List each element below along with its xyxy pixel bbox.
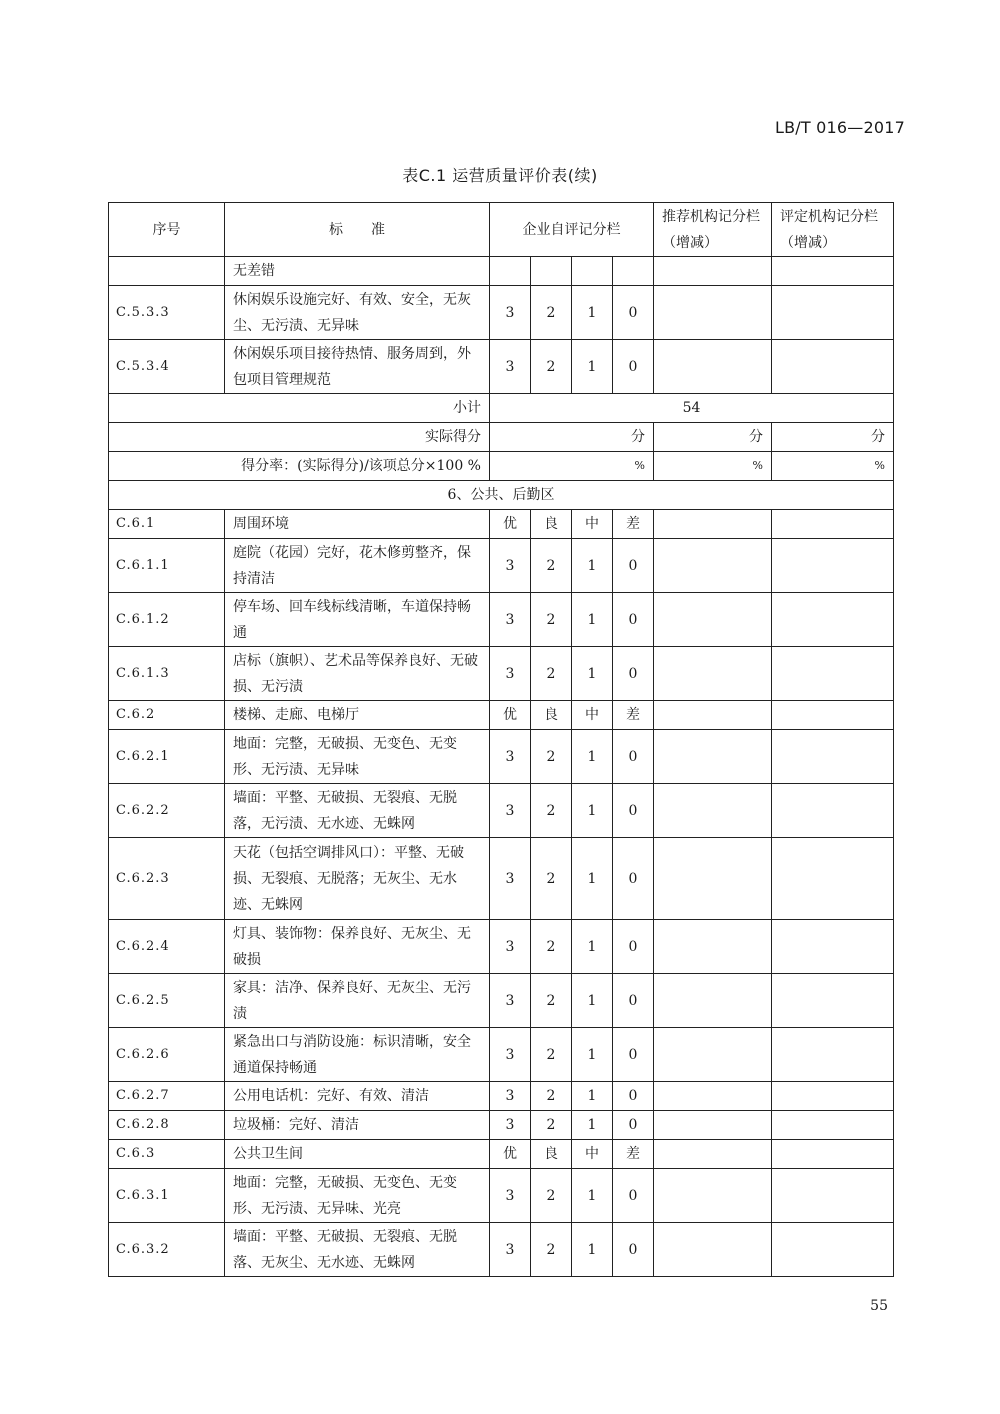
header-recommend-score: 推荐机构记分栏（增减）	[654, 203, 772, 257]
item-standard: 公共卫生间	[225, 1140, 490, 1169]
self-score-2: 1	[572, 920, 613, 974]
self-score-2: 中	[572, 1140, 613, 1169]
table-row	[109, 1169, 894, 1223]
table-row	[109, 974, 894, 1028]
self-score-2: 1	[572, 647, 613, 701]
table-row	[109, 1140, 894, 1169]
self-score-3: 差	[613, 701, 654, 730]
item-standard: 地面：完整，无破损、无变色、无变形、无污渍、无异味	[225, 730, 490, 784]
self-score-3: 0	[613, 1028, 654, 1082]
item-code: C.5.3.4	[109, 340, 225, 394]
table-row	[109, 1111, 894, 1140]
self-score-3: 0	[613, 1082, 654, 1111]
self-score-0: 3	[490, 1169, 531, 1223]
self-score-0: 3	[490, 920, 531, 974]
table-row	[109, 1223, 894, 1277]
table-row	[109, 539, 894, 593]
self-score-1: 2	[531, 286, 572, 340]
header-standard: 标 准	[225, 203, 490, 257]
self-score-1: 2	[531, 539, 572, 593]
table-row	[109, 920, 894, 974]
assess-score-cell	[772, 647, 894, 701]
table-row	[109, 340, 894, 394]
assess-score-cell	[772, 286, 894, 340]
self-score-0: 3	[490, 593, 531, 647]
item-code: C.6.2.2	[109, 784, 225, 838]
assess-score-cell	[772, 1169, 894, 1223]
item-standard: 无差错	[225, 257, 490, 286]
item-code: C.6.2.6	[109, 1028, 225, 1082]
self-score-2: 1	[572, 974, 613, 1028]
header-row	[109, 203, 894, 257]
item-standard: 墙面：平整、无破损、无裂痕、无脱落、无灰尘、无水迹、无蛛网	[225, 1223, 490, 1277]
section-title: 6、公共、后勤区	[109, 481, 894, 510]
self-score-1: 2	[531, 920, 572, 974]
self-score-0: 3	[490, 340, 531, 394]
recommend-score-cell	[654, 1140, 772, 1169]
self-score-2: 1	[572, 1111, 613, 1140]
item-code: C.6.2.1	[109, 730, 225, 784]
assess-score-cell	[772, 1140, 894, 1169]
assess-score-cell	[772, 701, 894, 730]
self-score-0: 优	[490, 701, 531, 730]
self-score-0: 3	[490, 1028, 531, 1082]
subtotal-row	[109, 394, 894, 423]
self-score-0: 3	[490, 1082, 531, 1111]
item-standard: 家具：洁净、保养良好、无灰尘、无污渍	[225, 974, 490, 1028]
recommend-score-cell	[654, 730, 772, 784]
self-score-0: 3	[490, 1111, 531, 1140]
recommend-score-cell	[654, 1082, 772, 1111]
item-standard: 紧急出口与消防设施：标识清晰，安全通道保持畅通	[225, 1028, 490, 1082]
recommend-score-cell	[654, 784, 772, 838]
assess-score-cell	[772, 730, 894, 784]
header-index: 序号	[109, 203, 225, 257]
self-score-1: 良	[531, 701, 572, 730]
assess-score-cell	[772, 257, 894, 286]
self-score-0: 3	[490, 286, 531, 340]
recommend-score-cell	[654, 510, 772, 539]
self-score-2: 1	[572, 593, 613, 647]
table-row	[109, 1028, 894, 1082]
recommend-score-cell	[654, 593, 772, 647]
subtotal-value: 54	[490, 394, 894, 423]
assess-score-cell	[772, 1223, 894, 1277]
recommend-score-cell	[654, 340, 772, 394]
self-score-3: 0	[613, 1111, 654, 1140]
recommend-score-cell	[654, 920, 772, 974]
item-code: C.6.3.2	[109, 1223, 225, 1277]
self-score-0: 优	[490, 1140, 531, 1169]
assess-score-cell	[772, 593, 894, 647]
self-score-1: 2	[531, 647, 572, 701]
self-score-2: 1	[572, 730, 613, 784]
item-code: C.6.3.1	[109, 1169, 225, 1223]
assess-score-cell	[772, 838, 894, 920]
self-score-1: 2	[531, 784, 572, 838]
item-standard: 天花（包括空调排风口）：平整、无破损、无裂痕、无脱落；无灰尘、无水迹、无蛛网	[225, 838, 490, 920]
self-score-3	[613, 257, 654, 286]
item-code: C.5.3.3	[109, 286, 225, 340]
self-score-1: 良	[531, 1140, 572, 1169]
self-score-1: 2	[531, 1223, 572, 1277]
recommend-score-cell	[654, 701, 772, 730]
score-rate-row	[109, 452, 894, 481]
self-score-3: 0	[613, 1169, 654, 1223]
score-rate-recommend: %	[654, 452, 772, 481]
self-score-3: 0	[613, 539, 654, 593]
self-score-0: 3	[490, 784, 531, 838]
recommend-score-cell	[654, 1169, 772, 1223]
self-score-2: 1	[572, 1028, 613, 1082]
item-code: C.6.1.3	[109, 647, 225, 701]
item-standard: 地面：完整，无破损、无变色、无变形、无污渍、无异味、光亮	[225, 1169, 490, 1223]
self-score-0: 3	[490, 647, 531, 701]
item-code: C.6.2.8	[109, 1111, 225, 1140]
self-score-2: 中	[572, 701, 613, 730]
recommend-score-cell	[654, 647, 772, 701]
recommend-score-cell	[654, 539, 772, 593]
self-score-2: 1	[572, 784, 613, 838]
score-rate-assess: %	[772, 452, 894, 481]
subtotal-label: 小计	[109, 394, 490, 423]
self-score-3: 0	[613, 286, 654, 340]
actual-score-recommend: 分	[654, 423, 772, 452]
item-standard: 墙面：平整、无破损、无裂痕、无脱落，无污渍、无水迹、无蛛网	[225, 784, 490, 838]
self-score-3: 0	[613, 1223, 654, 1277]
item-standard: 灯具、装饰物：保养良好、无灰尘、无破损	[225, 920, 490, 974]
table-row	[109, 286, 894, 340]
self-score-3: 0	[613, 647, 654, 701]
assess-score-cell	[772, 539, 894, 593]
self-score-1	[531, 257, 572, 286]
item-code: C.6.2.3	[109, 838, 225, 920]
assess-score-cell	[772, 784, 894, 838]
table-title: 表C.1 运营质量评价表(续)	[402, 166, 598, 185]
actual-score-self: 分	[490, 423, 654, 452]
self-score-1: 2	[531, 1111, 572, 1140]
self-score-3: 0	[613, 784, 654, 838]
table-row	[109, 593, 894, 647]
table-row	[109, 730, 894, 784]
self-score-0: 3	[490, 730, 531, 784]
recommend-score-cell	[654, 257, 772, 286]
assess-score-cell	[772, 510, 894, 539]
item-code: C.6.1	[109, 510, 225, 539]
self-score-2: 1	[572, 838, 613, 920]
self-score-2: 1	[572, 286, 613, 340]
self-score-1: 2	[531, 1028, 572, 1082]
header-self-score: 企业自评记分栏	[490, 203, 654, 257]
self-score-3: 差	[613, 1140, 654, 1169]
recommend-score-cell	[654, 974, 772, 1028]
self-score-3: 0	[613, 838, 654, 920]
item-standard: 庭院（花园）完好，花木修剪整齐，保持清洁	[225, 539, 490, 593]
item-code: C.6.1.2	[109, 593, 225, 647]
header-assess-score: 评定机构记分栏（增减）	[772, 203, 894, 257]
item-standard: 休闲娱乐项目接待热情、服务周到，外包项目管理规范	[225, 340, 490, 394]
item-standard: 楼梯、走廊、电梯厅	[225, 701, 490, 730]
self-score-3: 0	[613, 340, 654, 394]
table-row	[109, 838, 894, 920]
item-standard: 停车场、回车线标线清晰，车道保持畅通	[225, 593, 490, 647]
self-score-1: 2	[531, 593, 572, 647]
evaluation-table	[108, 202, 894, 1277]
self-score-1: 2	[531, 1082, 572, 1111]
document-code: LB/T 016—2017	[775, 118, 905, 137]
self-score-2: 1	[572, 539, 613, 593]
table-row	[109, 701, 894, 730]
self-score-2	[572, 257, 613, 286]
table-row	[109, 1082, 894, 1111]
item-code: C.6.2.7	[109, 1082, 225, 1111]
self-score-1: 2	[531, 974, 572, 1028]
recommend-score-cell	[654, 838, 772, 920]
self-score-3: 0	[613, 920, 654, 974]
self-score-2: 1	[572, 1169, 613, 1223]
actual-score-assess: 分	[772, 423, 894, 452]
self-score-3: 0	[613, 730, 654, 784]
score-rate-self: %	[490, 452, 654, 481]
page-number: 55	[870, 1298, 888, 1314]
assess-score-cell	[772, 920, 894, 974]
assess-score-cell	[772, 1111, 894, 1140]
self-score-0: 3	[490, 974, 531, 1028]
assess-score-cell	[772, 974, 894, 1028]
recommend-score-cell	[654, 1111, 772, 1140]
actual-score-row	[109, 423, 894, 452]
self-score-0: 3	[490, 838, 531, 920]
item-standard: 店标（旗帜）、艺术品等保养良好、无破损、无污渍	[225, 647, 490, 701]
table-row	[109, 784, 894, 838]
self-score-0: 优	[490, 510, 531, 539]
self-score-3: 0	[613, 974, 654, 1028]
self-score-3: 差	[613, 510, 654, 539]
item-standard: 垃圾桶：完好、清洁	[225, 1111, 490, 1140]
self-score-2: 中	[572, 510, 613, 539]
item-code: C.6.2	[109, 701, 225, 730]
item-code: C.6.2.4	[109, 920, 225, 974]
self-score-0	[490, 257, 531, 286]
self-score-0: 3	[490, 1223, 531, 1277]
self-score-1: 2	[531, 838, 572, 920]
item-code	[109, 257, 225, 286]
assess-score-cell	[772, 340, 894, 394]
self-score-2: 1	[572, 1082, 613, 1111]
item-standard: 休闲娱乐设施完好、有效、安全，无灰尘、无污渍、无异味	[225, 286, 490, 340]
section-row	[109, 481, 894, 510]
self-score-1: 良	[531, 510, 572, 539]
item-code: C.6.2.5	[109, 974, 225, 1028]
self-score-2: 1	[572, 1223, 613, 1277]
actual-score-label: 实际得分	[109, 423, 490, 452]
recommend-score-cell	[654, 286, 772, 340]
item-standard: 周围环境	[225, 510, 490, 539]
item-code: C.6.1.1	[109, 539, 225, 593]
assess-score-cell	[772, 1082, 894, 1111]
self-score-1: 2	[531, 730, 572, 784]
item-standard: 公用电话机：完好、有效、清洁	[225, 1082, 490, 1111]
score-rate-label: 得分率：(实际得分)/该项总分×100 %	[109, 452, 490, 481]
self-score-2: 1	[572, 340, 613, 394]
self-score-1: 2	[531, 1169, 572, 1223]
table-row	[109, 510, 894, 539]
self-score-0: 3	[490, 539, 531, 593]
assess-score-cell	[772, 1028, 894, 1082]
table-row	[109, 257, 894, 286]
item-code: C.6.3	[109, 1140, 225, 1169]
recommend-score-cell	[654, 1223, 772, 1277]
self-score-3: 0	[613, 593, 654, 647]
self-score-1: 2	[531, 340, 572, 394]
table-row	[109, 647, 894, 701]
recommend-score-cell	[654, 1028, 772, 1082]
